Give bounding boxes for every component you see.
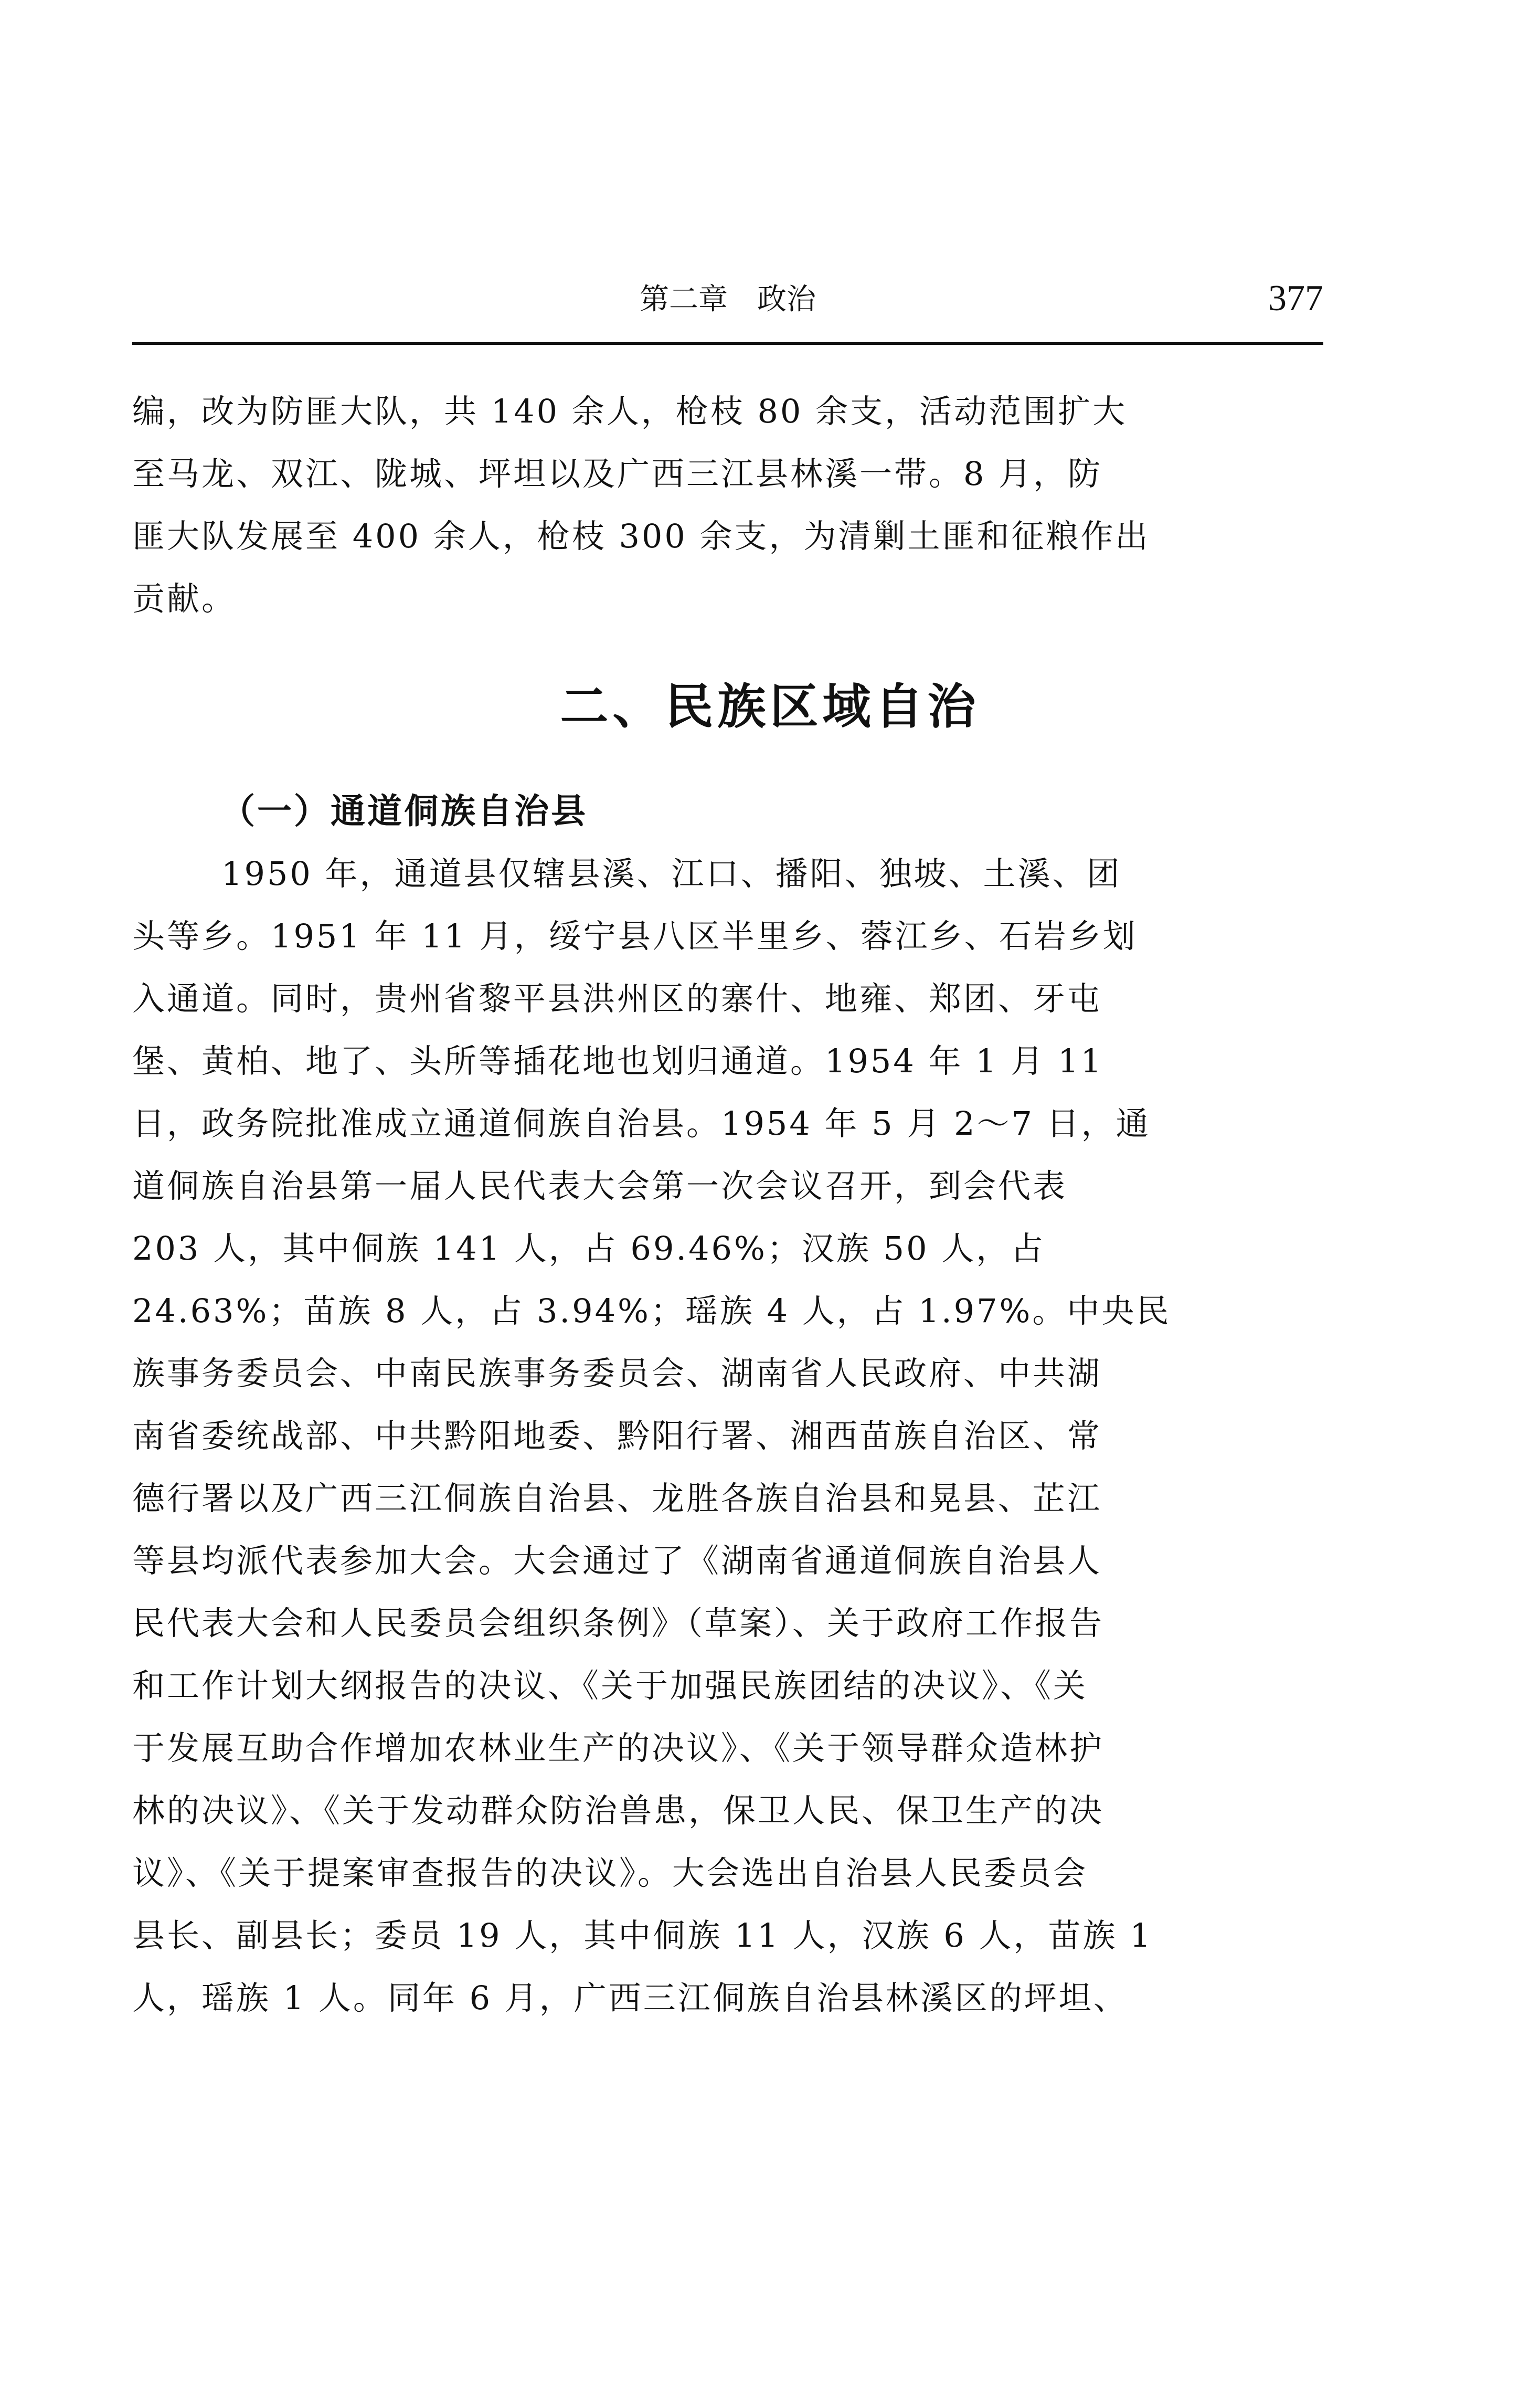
subsection-heading: （一）通道侗族自治县 — [220, 791, 588, 831]
text-line: 头等乡。1951 年 11 月，绥宁县八区半里乡、蓉江乡、石岩乡划 — [132, 917, 1138, 955]
text-line: 入通道。同时，贵州省黎平县洪州区的寨什、地雍、郑团、牙屯 — [132, 979, 1102, 1018]
text-line: 南省委统战部、中共黔阳地委、黔阳行署、湘西苗族自治区、常 — [132, 1417, 1102, 1455]
text-line: 于发展互助合作增加农林业生产的决议》、《关于领导群众造林护 — [132, 1729, 1104, 1767]
text-line: 203 人，其中侗族 141 人，占 69.46%；汉族 50 人，占 — [132, 1229, 1046, 1268]
running-header — [132, 273, 1323, 320]
text-line: 匪大队发展至 400 余人，枪枝 300 余支，为清剿土匪和征粮作出 — [132, 517, 1150, 555]
header-rule — [132, 342, 1323, 345]
text-line: 1950 年，通道县仅辖县溪、江口、播阳、独坡、土溪、团 — [221, 854, 1122, 893]
text-line: 贡献。 — [132, 579, 237, 618]
text-line: 人，瑶族 1 人。同年 6 月，广西三江侗族自治县林溪区的坪坦、 — [132, 1979, 1128, 2017]
chapter-title: 第二章 政治 — [640, 282, 816, 316]
text-line: 民代表大会和人民委员会组织条例》（草案）、关于政府工作报告 — [132, 1604, 1104, 1642]
text-line: 县长、副县长；委员 19 人，其中侗族 11 人，汉族 6 人，苗族 1 — [132, 1916, 1153, 1955]
text-line: 24.63%；苗族 8 人，占 3.94%；瑶族 4 人，占 1.97%。中央民 — [132, 1292, 1171, 1330]
text-line: 道侗族自治县第一届人民代表大会第一次会议召开，到会代表 — [132, 1167, 1068, 1205]
text-line: 等县均派代表参加大会。大会通过了《湖南省通道侗族自治县人 — [132, 1542, 1102, 1580]
text-line: 和工作计划大纲报告的决议、《关于加强民族团结的决议》、《关 — [132, 1666, 1088, 1705]
continued-paragraph — [132, 380, 1360, 630]
text-line: 德行署以及广西三江侗族自治县、龙胜各族自治县和晃县、芷江 — [132, 1479, 1102, 1517]
text-line: 至马龙、双江、陇城、坪坦以及广西三江县林溪一带。8 月，防 — [132, 455, 1103, 493]
text-line: 族事务委员会、中南民族事务委员会、湖南省人民政府、中共湖 — [132, 1354, 1102, 1392]
page-number: 377 — [1268, 278, 1323, 319]
text-line: 日，政务院批准成立通道侗族自治县。1954 年 5 月 2～7 日，通 — [132, 1104, 1151, 1143]
text-line: 议》、《关于提案审查报告的决议》。大会选出自治县人民委员会 — [132, 1854, 1088, 1892]
text-line: 林的决议》、《关于发动群众防治兽患，保卫人民、保卫生产的决 — [132, 1791, 1104, 1830]
main-paragraph — [132, 842, 1360, 2029]
text-line: 堡、黄柏、地了、头所等插花地也划归通道。1954 年 1 月 11 — [132, 1042, 1103, 1080]
text-line: 编，改为防匪大队，共 140 余人，枪枝 80 余支，活动范围扩大 — [132, 392, 1128, 430]
section-heading: 二、民族区域自治 — [560, 679, 980, 735]
